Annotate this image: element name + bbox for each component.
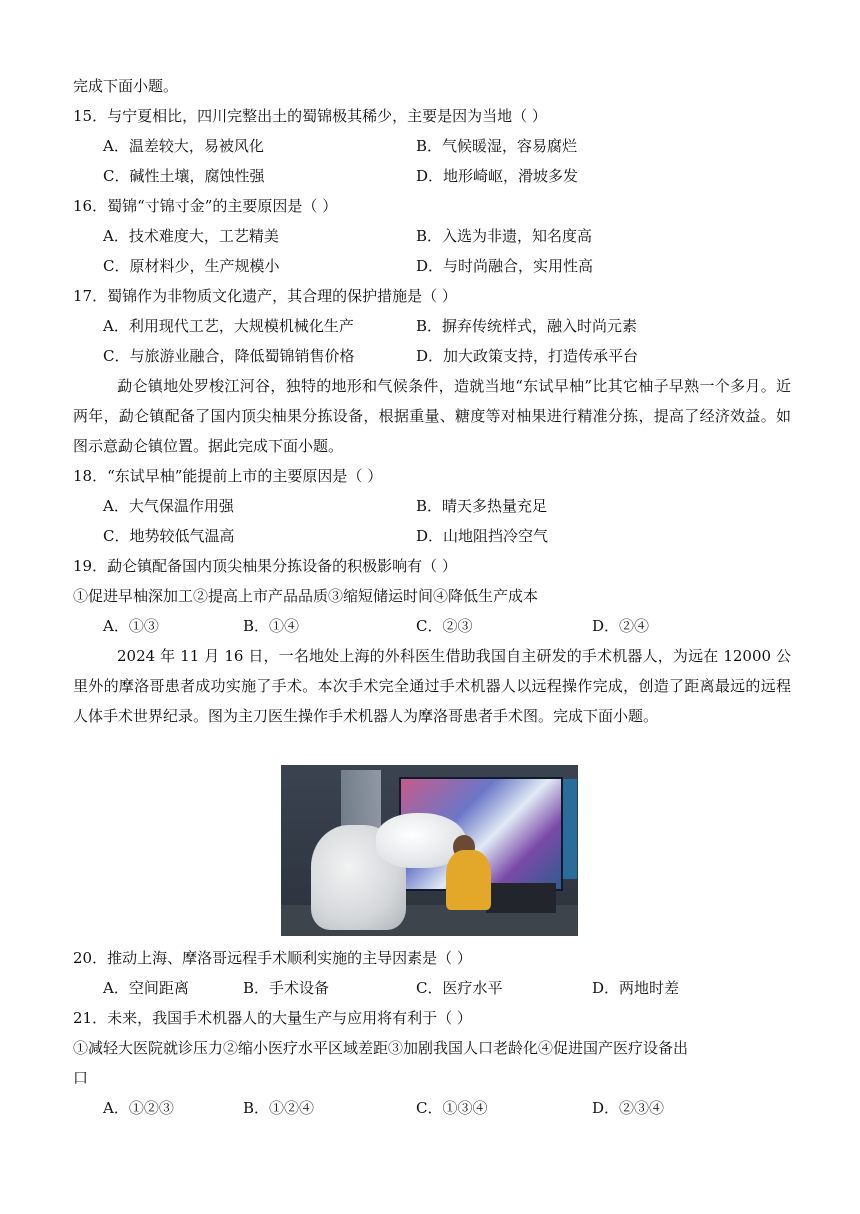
question-18-option-c: C．地势较低气温高 — [103, 527, 235, 545]
question-17-option-a: A．利用现代工艺，大规模机械化生产 — [103, 317, 354, 335]
question-15-stem: 15．与宁夏相比，四川完整出土的蜀锦极其稀少，主要是因为当地（ ） — [73, 107, 547, 125]
question-17-option-c: C．与旅游业融合，降低蜀锦销售价格 — [103, 347, 355, 365]
question-21-option-c: C．①③④ — [416, 1099, 488, 1117]
question-19-option-b: B．①④ — [243, 617, 300, 635]
question-18-stem: 18．“东试早柚”能提前上市的主要原因是（ ） — [73, 467, 383, 485]
question-17-stem: 17．蜀锦作为非物质文化遗产，其合理的保护措施是（ ） — [73, 287, 457, 305]
question-20-stem: 20．推动上海、摩洛哥远程手术顺利实施的主导因素是（ ） — [73, 949, 472, 967]
question-20-option-c: C．医疗水平 — [416, 979, 503, 997]
question-18-option-d: D．山地阻挡冷空气 — [416, 527, 549, 545]
photo-flag — [341, 770, 381, 830]
question-21-option-b: B．①②④ — [243, 1099, 315, 1117]
question-15-option-c: C．碱性土壤，腐蚀性强 — [103, 167, 265, 185]
question-21-items-line2: 口 — [73, 1069, 89, 1087]
question-21-items-line1: ①减轻大医院就诊压力②缩小医疗水平区域差距③加剧我国人口老龄化④促进国产医疗设备出 — [73, 1039, 689, 1057]
question-15-option-d: D．地形崎岖，滑坡多发 — [416, 167, 579, 185]
question-21-stem: 21．未来，我国手术机器人的大量生产与应用将有利于（ ） — [73, 1009, 472, 1027]
passage-menglun — [73, 371, 791, 461]
question-20-option-b: B．手术设备 — [243, 979, 330, 997]
question-20-option-d: D．两地时差 — [592, 979, 680, 997]
question-15-option-b: B．气候暖湿，容易腐烂 — [416, 137, 578, 155]
question-19-option-d: D．②④ — [592, 617, 650, 635]
question-19-items: ①促进早柚深加工②提高上市产品品质③缩短储运时间④降低生产成本 — [73, 587, 539, 605]
question-21-option-d: D．②③④ — [592, 1099, 665, 1117]
question-16-option-c: C．原材料少，生产规模小 — [103, 257, 280, 275]
surgery-robot-photo — [281, 765, 578, 936]
question-19-stem: 19．勐仑镇配备国内顶尖柚果分拣设备的积极影响有（ ） — [73, 557, 457, 575]
question-17-option-b: B．摒弃传统样式，融入时尚元素 — [416, 317, 638, 335]
question-18-option-b: B．晴天多热量充足 — [416, 497, 548, 515]
question-21-option-a: A．①②③ — [103, 1099, 174, 1117]
question-16-option-a: A．技术难度大，工艺精美 — [103, 227, 279, 245]
question-14-tail: 完成下面小题。 — [73, 77, 179, 95]
question-16-stem: 16．蜀锦“寸锦寸金”的主要原因是（ ） — [73, 197, 338, 215]
photo-side-screen — [563, 779, 577, 879]
passage-robot-surgery — [73, 641, 791, 731]
passage-menglun-text: 勐仑镇地处罗梭江河谷，独特的地形和气候条件，造就当地“东试早柚”比其它柚子早熟一个多月。近两年，勐仑镇配备了国内顶尖柚果分拣设备，根据重量、糖度等对柚果进行精准分拣，提高了经济效益。如图示意勐仑镇位置。据此完成下面小题。 — [73, 377, 791, 455]
question-18-option-a: A．大气保温作用强 — [103, 497, 234, 515]
question-19-option-a: A．①③ — [103, 617, 159, 635]
photo-desk — [486, 883, 556, 913]
photo-surgeon — [446, 850, 491, 910]
question-15-option-a: A．温差较大，易被风化 — [103, 137, 264, 155]
question-19-option-c: C．②③ — [416, 617, 473, 635]
passage-robot-surgery-text: 2024 年 11 月 16 日，一名地处上海的外科医生借助我国自主研发的手术机器人，为远在 12000 公里外的摩洛哥患者成功实施了手术。本次手术完全通过手术机器人以远程操作完成，创造了距离最远的远程人体手术世界纪录。图为主刀医生操作手术机器人为摩洛哥患者手术图。完成下面小题。 — [73, 647, 791, 725]
question-20-option-a: A．空间距离 — [103, 979, 189, 997]
question-16-option-b: B．入选为非遗，知名度高 — [416, 227, 593, 245]
question-17-option-d: D．加大政策支持，打造传承平台 — [416, 347, 639, 365]
question-16-option-d: D．与时尚融合，实用性高 — [416, 257, 594, 275]
